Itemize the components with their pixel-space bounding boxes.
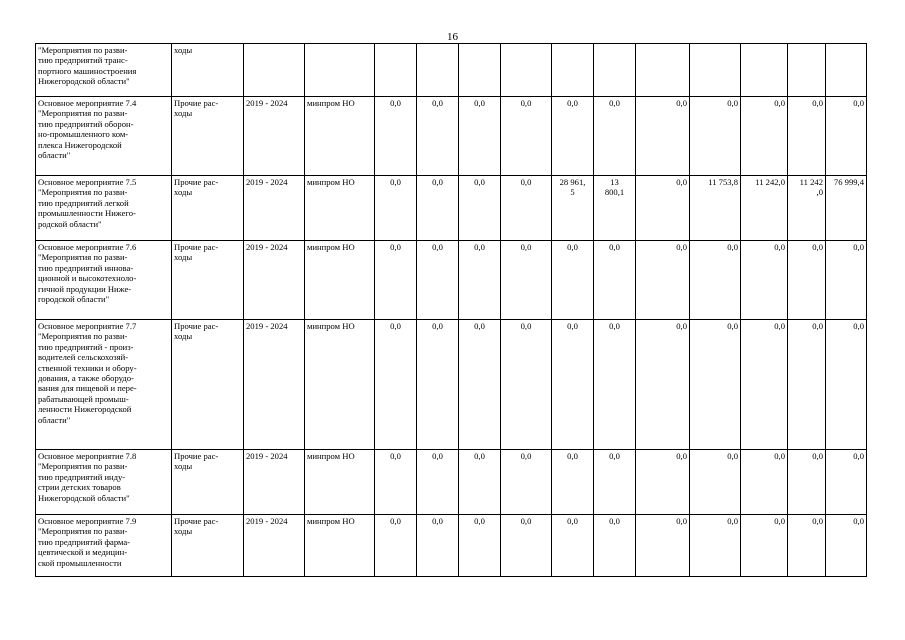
value-line: 800,1 (604, 187, 625, 198)
value-line: 0,0 (609, 451, 620, 461)
value-cell (826, 241, 867, 320)
value-cell (788, 176, 826, 241)
value-cell (826, 320, 867, 450)
value-line: 0,0 (390, 98, 401, 108)
value-cell (636, 515, 690, 577)
value-line: 0,0 (727, 98, 738, 108)
value-line: 0,0 (812, 516, 823, 526)
measure-name-cell-line: вания для пищевой и пере- (38, 383, 137, 394)
value-line: 0,0 (812, 321, 823, 331)
measure-name-cell-line: ской промышленности (38, 557, 122, 568)
value-line: 0,0 (812, 242, 823, 252)
expense-type-cell-line: Прочие рас- (174, 242, 219, 252)
value-line: 0,0 (390, 242, 401, 252)
measure-name-cell-line: области" (38, 150, 71, 161)
table-row (36, 44, 867, 97)
value-line: 0,0 (474, 451, 485, 461)
value-cell (636, 450, 690, 515)
value-cell (375, 320, 417, 450)
measure-name-cell-line: стрии детских товаров (38, 482, 121, 493)
value-cell (501, 515, 552, 577)
measure-name-cell-line: Основное мероприятие 7.4 (38, 98, 137, 108)
table-row (36, 97, 867, 176)
measure-name-cell-line: области" (38, 414, 71, 425)
expense-type-cell (172, 97, 244, 176)
value-cell (594, 515, 636, 577)
measure-name-cell (36, 176, 172, 241)
measure-name-cell-line: ционной и высокотехноло- (38, 273, 137, 284)
value-cell (375, 176, 417, 241)
expense-type-cell (172, 515, 244, 577)
value-line: ,0 (816, 187, 823, 198)
value-cell (459, 44, 501, 97)
value-line: 11 753,8 (708, 177, 738, 187)
value-line: 0,0 (432, 321, 443, 331)
measure-name-cell-line: тию предприятий оборон- (38, 118, 134, 129)
value-line: 0,0 (474, 516, 485, 526)
measure-name-cell-line: гичной продукции Ниже- (38, 283, 132, 294)
value-cell (741, 176, 788, 241)
expense-type-cell-line: Прочие рас- (174, 516, 219, 526)
value-line: 0,0 (812, 451, 823, 461)
period-cell: 2019 - 2024 (244, 176, 305, 241)
value-line: 0,0 (474, 98, 485, 108)
expense-type-cell (172, 320, 244, 450)
executor-cell: минпром НО (305, 515, 375, 577)
measure-name-cell-line: городской области" (38, 294, 110, 305)
value-cell (788, 320, 826, 450)
measure-name-cell-line: Нижегородской области" (38, 492, 130, 503)
expense-type-cell-line: ходы (174, 108, 193, 119)
value-cell (741, 97, 788, 176)
value-line: 0,0 (520, 451, 532, 461)
measure-name-cell-line: Основное мероприятие 7.5 (38, 177, 137, 187)
measure-name-cell-line: "Мероприятия по разви- (38, 461, 128, 472)
value-cell (741, 515, 788, 577)
value-line: 0,0 (853, 516, 864, 526)
executor-cell: минпром НО (305, 320, 375, 450)
value-cell (690, 176, 741, 241)
measure-name-cell (36, 97, 172, 176)
measure-name-cell-line: ленности Нижегородской (38, 404, 132, 415)
value-line: 0,0 (853, 98, 864, 108)
measure-name-cell-line: тию предприятий транс- (38, 55, 128, 66)
value-cell (459, 241, 501, 320)
value-cell (690, 515, 741, 577)
value-cell (552, 97, 594, 176)
value-cell (552, 450, 594, 515)
value-cell (788, 241, 826, 320)
measure-name-cell-line: ственной техники и обору- (38, 362, 137, 373)
value-cell (552, 320, 594, 450)
measure-name-cell-line: Основное мероприятие 7.8 (38, 451, 137, 461)
value-cell (636, 44, 690, 97)
measure-name-cell-line: рабатывающей промыш- (38, 393, 129, 404)
value-cell (594, 44, 636, 97)
value-cell (501, 176, 552, 241)
value-cell (552, 241, 594, 320)
value-cell (636, 97, 690, 176)
value-cell (594, 450, 636, 515)
value-line: 0,0 (676, 177, 687, 187)
value-line: 0,0 (676, 451, 687, 461)
measure-name-cell-line: "Мероприятия по разви- (38, 252, 128, 263)
value-cell (826, 44, 867, 97)
value-cell (788, 44, 826, 97)
value-line: 0,0 (390, 516, 401, 526)
period-cell: 2019 - 2024 (244, 450, 305, 515)
value-cell (459, 176, 501, 241)
value-cell (552, 44, 594, 97)
value-cell (826, 450, 867, 515)
value-cell (459, 320, 501, 450)
value-cell (741, 241, 788, 320)
value-cell (375, 515, 417, 577)
measure-name-cell-line: но-промышленного ком- (38, 129, 129, 140)
value-cell (741, 320, 788, 450)
value-cell (690, 241, 741, 320)
measure-name-cell (36, 515, 172, 577)
value-line: 0,0 (676, 321, 687, 331)
value-cell (417, 515, 459, 577)
executor-cell (305, 44, 375, 97)
value-cell (501, 97, 552, 176)
measure-name-cell-line: Основное мероприятие 7.9 (38, 516, 137, 526)
period-cell: 2019 - 2024 (244, 97, 305, 176)
value-cell (375, 97, 417, 176)
value-line: 0,0 (774, 321, 785, 331)
expense-type-cell-line: ходы (174, 45, 193, 55)
value-cell (788, 97, 826, 176)
value-line: 0,0 (567, 242, 578, 252)
value-cell (552, 176, 594, 241)
executor-cell: минпром НО (305, 176, 375, 241)
value-line: 13 (610, 177, 619, 187)
value-line: 0,0 (520, 516, 532, 526)
value-line: 0,0 (609, 98, 620, 108)
value-line: 0,0 (474, 321, 485, 331)
executor-cell: минпром НО (305, 450, 375, 515)
measure-name-cell-line: родской области" (38, 218, 102, 229)
value-line: 0,0 (474, 242, 485, 252)
value-line: 0,0 (774, 98, 785, 108)
measure-name-cell-line: промышленности Нижего- (38, 208, 136, 219)
period-cell (244, 44, 305, 97)
value-cell (690, 320, 741, 450)
executor-cell: минпром НО (305, 241, 375, 320)
value-cell (417, 97, 459, 176)
value-line: 0,0 (567, 451, 578, 461)
value-cell (826, 176, 867, 241)
value-line: 0,0 (609, 321, 620, 331)
value-cell (690, 97, 741, 176)
measure-name-cell-line: "Мероприятия по разви- (38, 108, 128, 119)
value-cell (459, 515, 501, 577)
value-cell (501, 44, 552, 97)
value-line: 28 961, (559, 177, 586, 187)
measure-name-cell-line: "Мероприятия по разви- (38, 331, 128, 342)
value-line: 0,0 (676, 242, 687, 252)
executor-cell: минпром НО (305, 97, 375, 176)
value-line: 0,0 (676, 98, 687, 108)
expense-type-cell-line: ходы (174, 461, 193, 472)
value-line: 0,0 (520, 98, 532, 108)
value-line: 0,0 (520, 242, 532, 252)
value-line: 0,0 (609, 516, 620, 526)
measure-name-cell-line: тию предприятий легкой (38, 197, 129, 208)
expense-type-cell (172, 44, 244, 97)
expense-type-cell-line: Прочие рас- (174, 98, 219, 108)
budget-table (35, 43, 867, 577)
value-cell (594, 97, 636, 176)
measure-name-cell-line: дования, а также оборудо- (38, 373, 134, 384)
value-line: 0,0 (520, 177, 532, 187)
expense-type-cell-line: ходы (174, 526, 193, 537)
value-cell (459, 450, 501, 515)
value-cell (417, 450, 459, 515)
measure-name-cell-line: Нижегородской области" (38, 76, 130, 87)
value-line: 0,0 (774, 516, 785, 526)
value-cell (417, 241, 459, 320)
expense-type-cell-line: ходы (174, 187, 193, 198)
value-line: 0,0 (432, 177, 443, 187)
table-body (36, 44, 867, 577)
measure-name-cell (36, 241, 172, 320)
value-line: 0,0 (727, 516, 738, 526)
value-cell (594, 176, 636, 241)
value-line: 0,0 (432, 242, 443, 252)
value-cell (741, 44, 788, 97)
table-row (36, 450, 867, 515)
measure-name-cell-line: Основное мероприятие 7.7 (38, 321, 137, 331)
value-cell (636, 241, 690, 320)
value-line: 76 999,4 (833, 177, 864, 187)
value-cell (594, 241, 636, 320)
value-line: 0,0 (520, 321, 532, 331)
measure-name-cell (36, 44, 172, 97)
value-line: 0,0 (390, 177, 401, 187)
expense-type-cell-line: Прочие рас- (174, 451, 219, 461)
value-cell (501, 320, 552, 450)
value-line: 0,0 (812, 98, 823, 108)
expense-type-cell (172, 450, 244, 515)
value-cell (826, 97, 867, 176)
value-cell (741, 450, 788, 515)
value-line: 0,0 (474, 177, 485, 187)
measure-name-cell (36, 450, 172, 515)
value-line: 0,0 (853, 242, 864, 252)
value-cell (501, 450, 552, 515)
value-cell (375, 450, 417, 515)
value-cell (459, 97, 501, 176)
measure-name-cell-line: портного машиностроения (38, 65, 137, 76)
expense-type-cell (172, 241, 244, 320)
value-line: 0,0 (727, 242, 738, 252)
table-row (36, 320, 867, 450)
value-cell (636, 320, 690, 450)
expense-type-cell-line: Прочие рас- (174, 321, 219, 331)
value-line: 0,0 (390, 451, 401, 461)
value-cell (417, 320, 459, 450)
value-cell (826, 515, 867, 577)
value-line: 0,0 (727, 321, 738, 331)
expense-type-cell-line: Прочие рас- (174, 177, 219, 187)
page-number: 16 (447, 31, 458, 43)
value-line: 0,0 (727, 451, 738, 461)
measure-name-cell-line: тию предприятий фарма- (38, 536, 131, 547)
value-line: 0,0 (567, 98, 578, 108)
value-line: 0,0 (567, 516, 578, 526)
period-cell: 2019 - 2024 (244, 241, 305, 320)
measure-name-cell-line: "Мероприятия по разви- (38, 526, 128, 537)
measure-name-cell-line: тию предприятий - произ- (38, 341, 134, 352)
value-cell (501, 241, 552, 320)
value-line: 0,0 (390, 321, 401, 331)
value-cell (375, 241, 417, 320)
measure-name-cell-line: тию предприятий иннова- (38, 262, 134, 273)
measure-name-cell-line: тию предприятий инду- (38, 471, 126, 482)
value-cell (636, 176, 690, 241)
measure-name-cell-line: "Мероприятия по разви- (38, 45, 128, 55)
value-cell (690, 450, 741, 515)
period-cell: 2019 - 2024 (244, 515, 305, 577)
value-line: 0,0 (432, 98, 443, 108)
value-cell (417, 176, 459, 241)
value-line: 11 242,0 (755, 177, 785, 187)
value-line: 0,0 (432, 451, 443, 461)
period-cell: 2019 - 2024 (244, 320, 305, 450)
value-line: 0,0 (567, 321, 578, 331)
measure-name-cell-line: водителей сельскохозяй- (38, 352, 129, 363)
value-line: 5 (570, 187, 575, 198)
value-cell (788, 450, 826, 515)
measure-name-cell-line: цевтической и медицин- (38, 547, 128, 558)
expense-type-cell-line: ходы (174, 252, 193, 263)
value-cell (417, 44, 459, 97)
value-line: 0,0 (609, 242, 620, 252)
value-line: 0,0 (853, 451, 864, 461)
table-row (36, 515, 867, 577)
expense-type-cell (172, 176, 244, 241)
value-cell (375, 44, 417, 97)
measure-name-cell-line: Основное мероприятие 7.6 (38, 242, 137, 252)
value-cell (788, 515, 826, 577)
measure-name-cell-line: плекса Нижегородской (38, 139, 122, 150)
measure-name-cell-line: "Мероприятия по разви- (38, 187, 128, 198)
expense-type-cell-line: ходы (174, 331, 193, 342)
measure-name-cell (36, 320, 172, 450)
value-line: 0,0 (774, 451, 785, 461)
value-cell (594, 320, 636, 450)
value-line: 0,0 (432, 516, 443, 526)
value-line: 0,0 (853, 321, 864, 331)
table-row (36, 176, 867, 241)
value-cell (690, 44, 741, 97)
value-line: 11 242 (799, 177, 823, 187)
table-row (36, 241, 867, 320)
value-cell (552, 515, 594, 577)
value-line: 0,0 (676, 516, 687, 526)
value-line: 0,0 (774, 242, 785, 252)
